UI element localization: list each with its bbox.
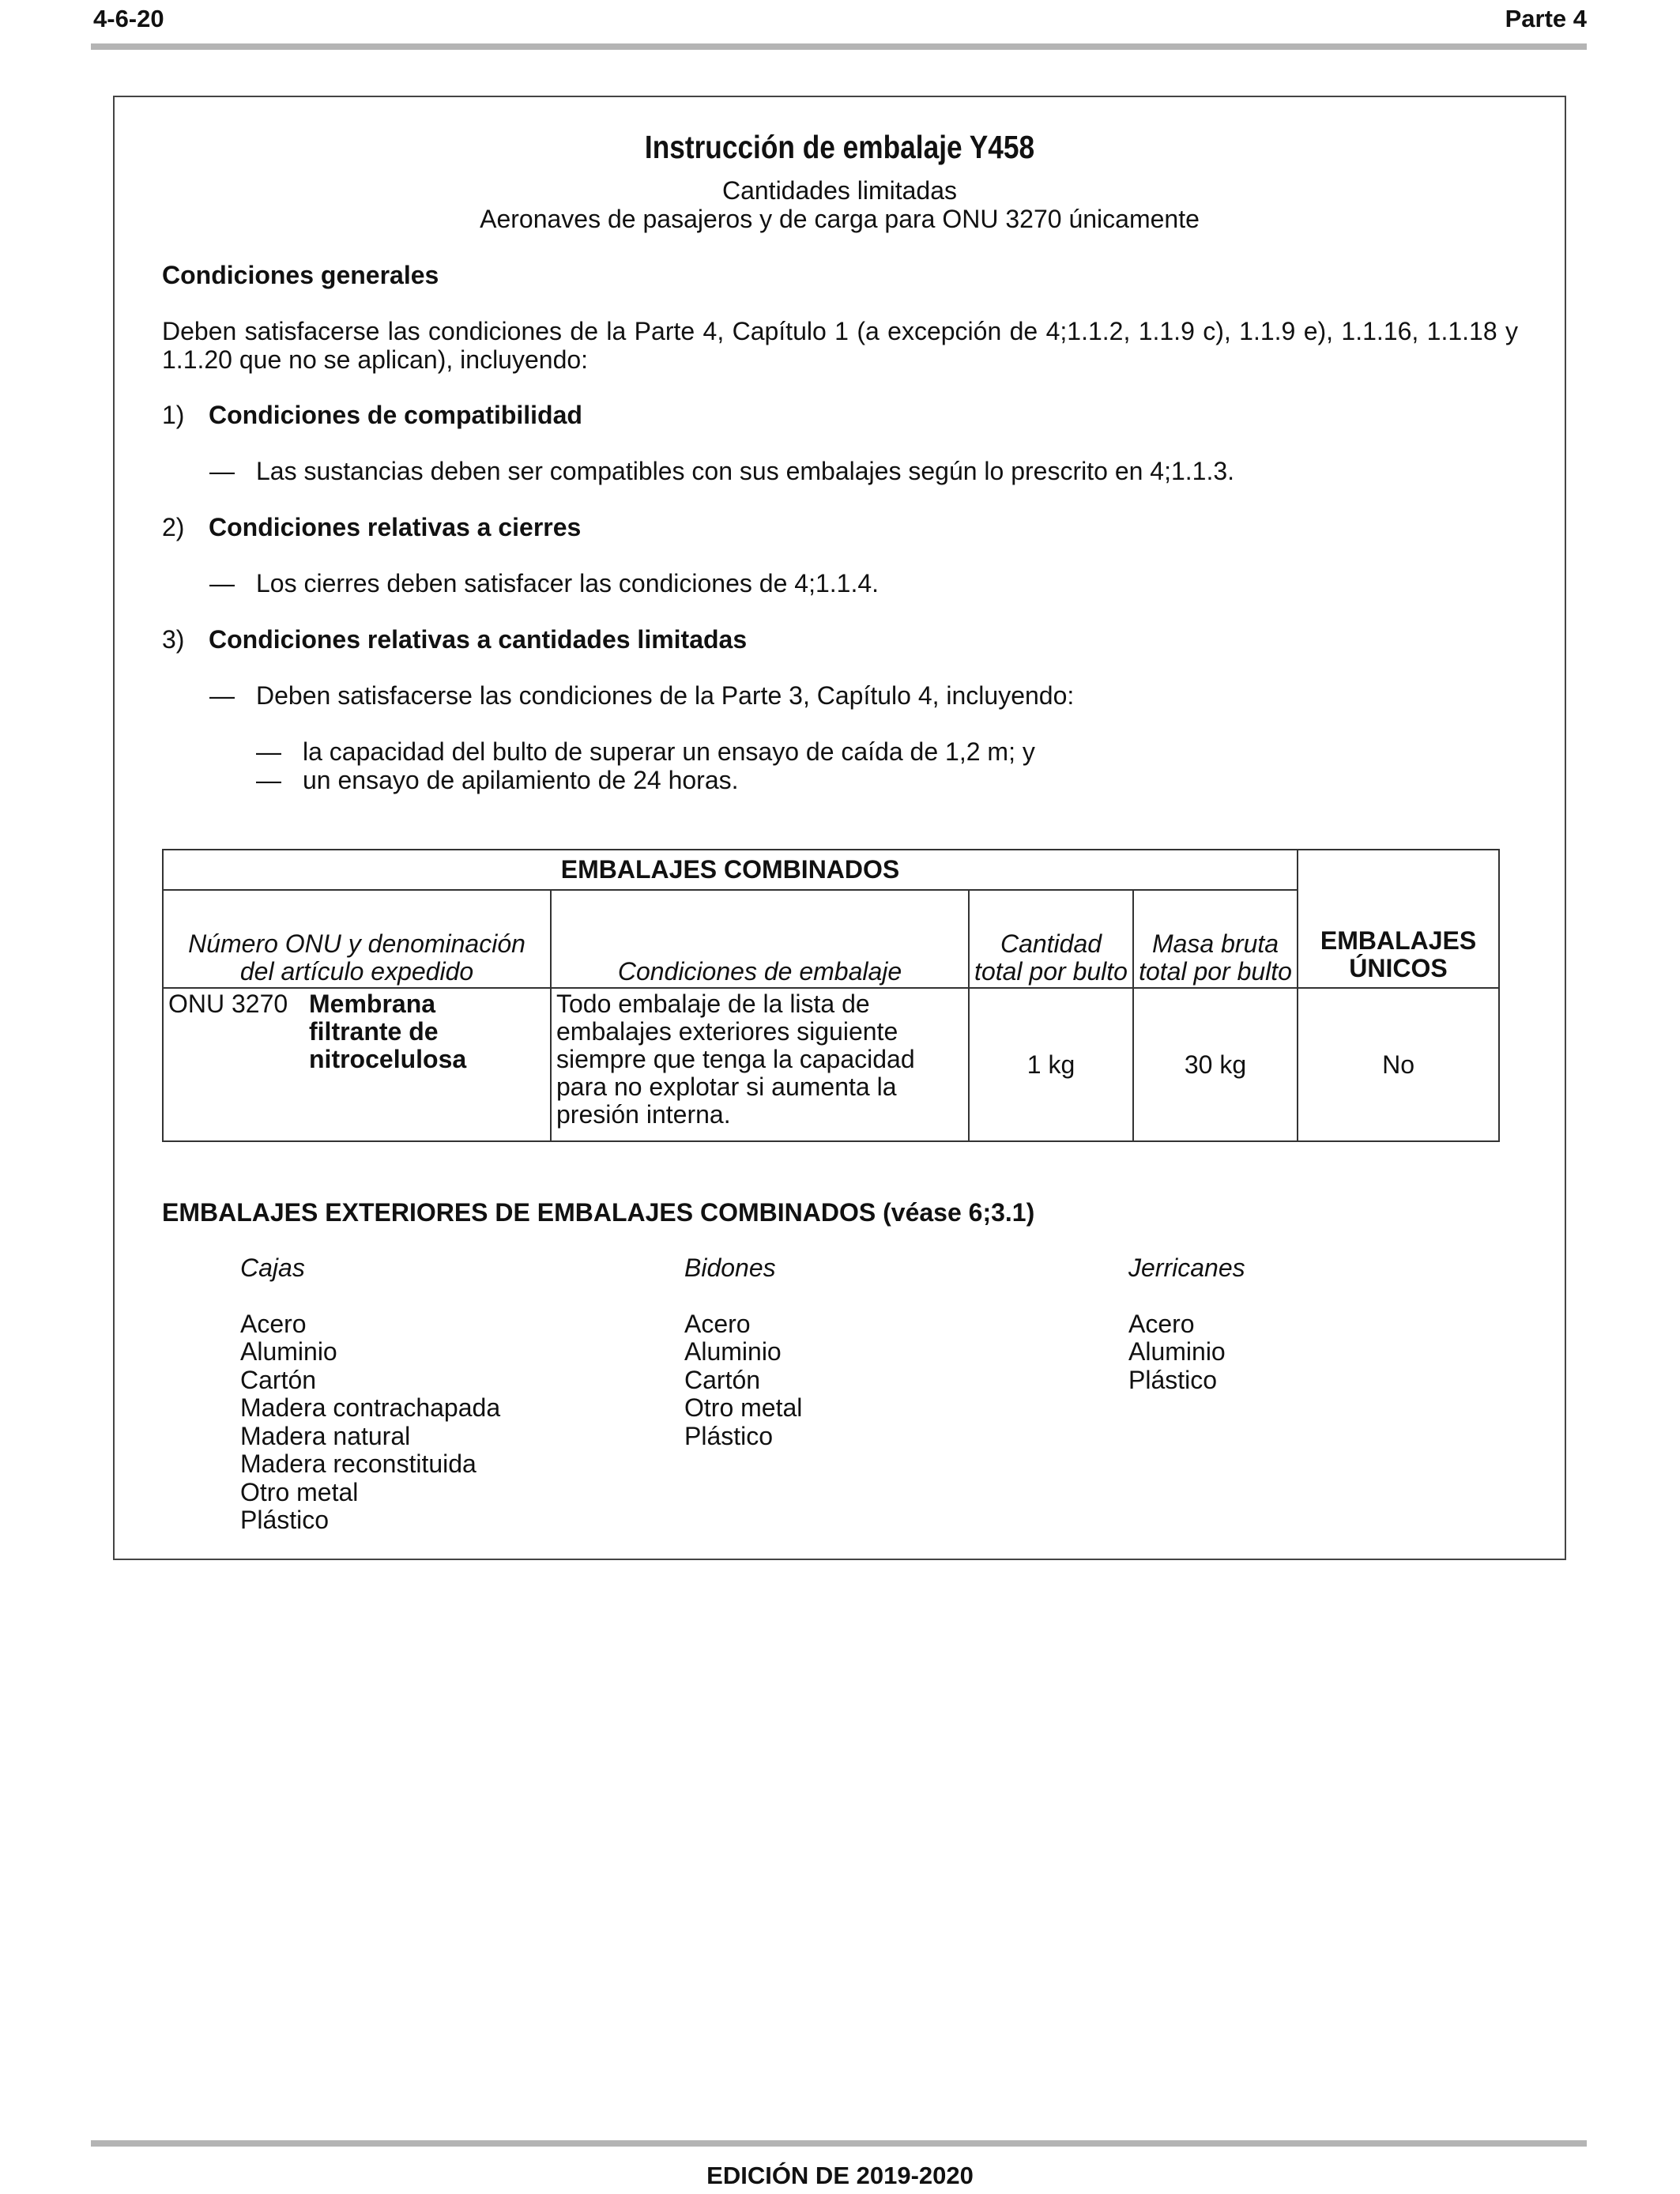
stacking-test-item: un ensayo de apilamiento de 24 horas. (303, 766, 739, 794)
page-header-part: Parte 4 (1505, 5, 1587, 32)
section-heading-compatibility: Condiciones de compatibilidad (209, 401, 582, 429)
list-item: Acero (240, 1309, 307, 1338)
drums-column (684, 1254, 802, 1450)
boxes-title: Cajas (240, 1253, 305, 1282)
list-item: Plástico (1128, 1365, 1218, 1394)
outer-packagings-heading: EMBALAJES EXTERIORES DE EMBALAJES COMBINADOS (véase 6;3.1) (162, 1198, 1035, 1227)
limited-quantities-text: Deben satisfacerse las condiciones de la Parte 3, Capítulo 4, incluyendo: (256, 681, 1075, 710)
drums-title: Bidones (684, 1253, 776, 1282)
un-entry-cell (163, 988, 551, 1141)
list-item: Acero (684, 1309, 751, 1338)
dash-marker: — (256, 766, 281, 794)
section-number: 1) (162, 401, 185, 429)
total-quantity-cell: 1 kg (969, 988, 1133, 1141)
shipping-name: Membrana filtrante de nitrocelulosa (309, 990, 467, 1073)
boxes-column (240, 1254, 500, 1535)
general-conditions-text: Deben satisfacerse las condiciones de la Parte 4, Capítulo 1 (a excepción de 4;1.1.2, 1.1.9 c), 1.1.9 e), 1.1.16, 1.1.18 y 1.1.20 que no se aplican), incluyendo: (162, 317, 1518, 374)
closures-text: Los cierres deben satisfacer las condiciones de 4;1.1.4. (256, 569, 880, 598)
footer-rule (91, 2140, 1587, 2147)
list-item: Acero (1128, 1309, 1195, 1338)
list-item: Madera reconstituida (240, 1449, 477, 1478)
instruction-subtitle-aircraft: Aeronaves de pasajeros y de carga para ONU 3270 únicamente (480, 205, 1200, 233)
compatibility-text: Las sustancias deben ser compatibles con sus embalajes según lo prescrito en 4;1.1.3. (256, 457, 1235, 485)
section-number: 2) (162, 513, 185, 541)
list-item: Plástico (684, 1421, 774, 1450)
jerricans-title: Jerricanes (1128, 1253, 1245, 1282)
packing-table (162, 849, 1500, 1142)
list-item: Otro metal (240, 1477, 359, 1506)
total-quantity-column-header: Cantidad total por bulto (969, 890, 1133, 988)
packing-conditions-column-header: Condiciones de embalaje (551, 890, 969, 988)
page-header-date: 4-6-20 (93, 5, 164, 32)
edition-footer: EDICIÓN DE 2019-2020 (706, 2162, 974, 2189)
dash-marker: — (256, 737, 281, 766)
list-item: Aluminio (1128, 1337, 1226, 1366)
instruction-title: Instrucción de embalaje Y458 (644, 129, 1035, 165)
dash-marker: — (209, 681, 235, 710)
un-number-column-header: Número ONU y denominación del artículo expedido (163, 890, 551, 988)
table-group-header-row (163, 850, 1499, 890)
dash-marker: — (209, 457, 235, 485)
gross-mass-column-header: Masa bruta total por bulto (1133, 890, 1298, 988)
header-rule (91, 43, 1587, 50)
list-item: Cartón (240, 1365, 317, 1394)
section-number: 3) (162, 625, 185, 654)
list-item: Madera contrachapada (240, 1393, 501, 1422)
instruction-subtitle-limited: Cantidades limitadas (721, 176, 958, 205)
instruction-box (113, 96, 1566, 1560)
general-conditions-heading: Condiciones generales (162, 261, 439, 289)
gross-mass-cell: 30 kg (1133, 988, 1298, 1141)
un-number: ONU 3270 (168, 990, 288, 1018)
list-item: Cartón (684, 1365, 761, 1394)
list-item: Otro metal (684, 1393, 803, 1422)
dash-marker: — (209, 569, 235, 598)
table-row (163, 988, 1499, 1141)
list-item: Plástico (240, 1506, 330, 1534)
combination-packagings-header: EMBALAJES COMBINADOS (163, 850, 1298, 890)
section-heading-limited-quantities: Condiciones relativas a cantidades limitadas (209, 625, 748, 654)
list-item: Aluminio (240, 1337, 337, 1366)
jerricans-column (1128, 1254, 1245, 1394)
list-item: Aluminio (684, 1337, 782, 1366)
single-packagings-header: EMBALAJES ÚNICOS (1298, 850, 1499, 988)
single-packagings-cell: No (1298, 988, 1499, 1141)
list-item: Madera natural (240, 1421, 411, 1450)
section-heading-closures: Condiciones relativas a cierres (209, 513, 582, 541)
packing-conditions-cell: Todo embalaje de la lista de embalajes exteriores siguiente siempre que tenga la capacidad para no explotar si aumenta la presión interna. (551, 988, 969, 1141)
drop-test-item: la capacidad del bulto de superar un ensayo de caída de 1,2 m; y (303, 737, 1035, 766)
